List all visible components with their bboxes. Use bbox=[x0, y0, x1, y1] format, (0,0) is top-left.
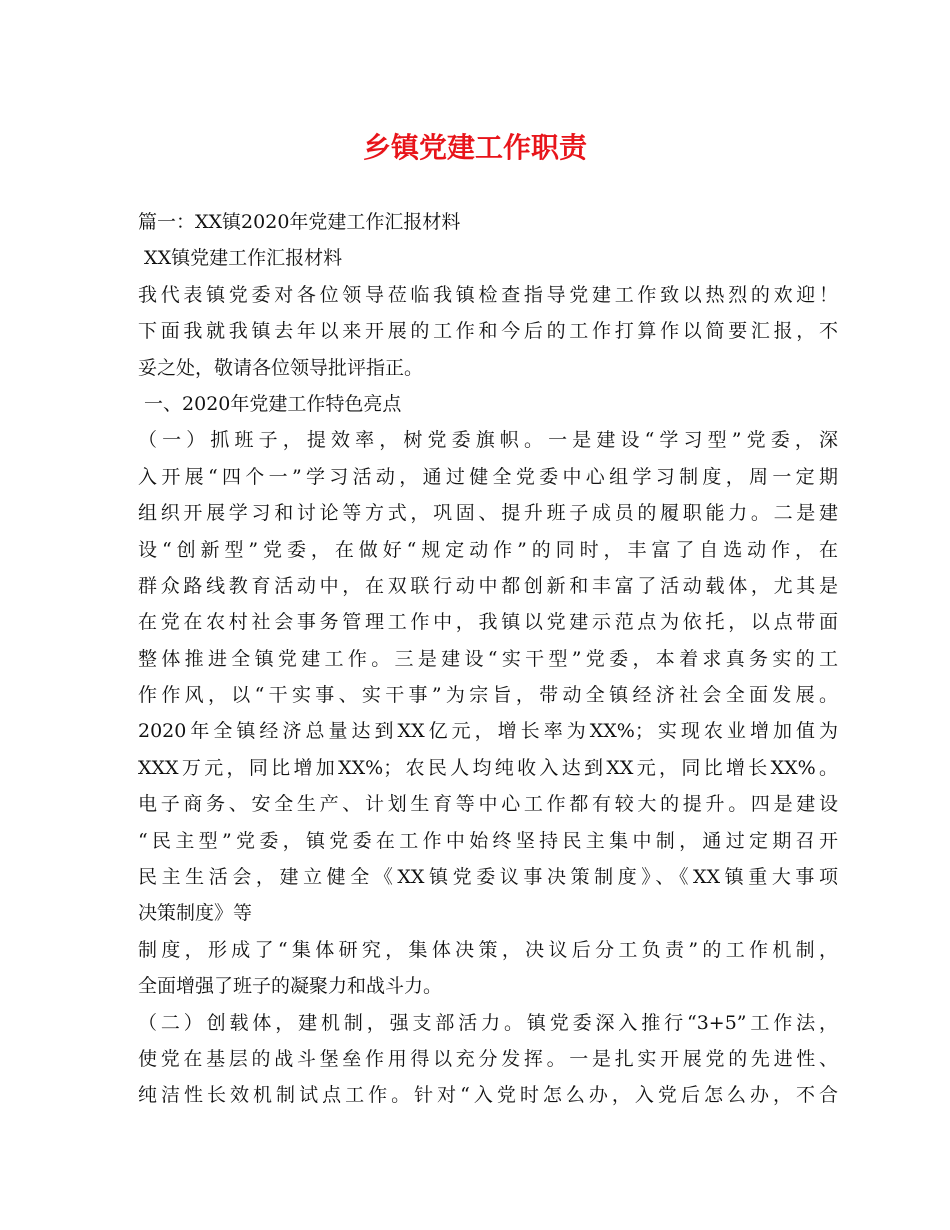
paragraph-line: 入开展“四个一”学习活动，通过健全党委中心组学习制度，周一定期 bbox=[138, 465, 838, 488]
paragraph-line: XXX万元，同比增加XX%；农民人均纯收入达到XX元，同比增长XX%。 bbox=[138, 756, 838, 779]
section-heading: 篇一：XX镇2020年党建工作汇报材料 bbox=[138, 211, 461, 233]
paragraph-line: 电子商务、安全生产、计划生育等中心工作都有较大的提升。四是建设 bbox=[138, 793, 838, 816]
paragraph-line: 群众路线教育活动中，在双联行动中都创新和丰富了活动载体，尤其是 bbox=[138, 574, 838, 597]
paragraph-line: 民主生活会，建立健全《XX镇党委议事决策制度》、《XX镇重大事项 bbox=[138, 866, 838, 889]
paragraph-line: 制度，形成了“集体研究，集体决策，决议后分工负责”的工作机制， bbox=[138, 938, 838, 961]
paragraph-line: 决策制度》等 bbox=[138, 902, 253, 925]
paragraph-line: 组织开展学习和讨论等方式，巩固、提升班子成员的履职能力。二是建 bbox=[138, 502, 838, 525]
paragraph-line: （二）创载体，建机制，强支部活力。镇党委深入推行“3+5”工作法， bbox=[138, 1011, 838, 1034]
document-body bbox=[138, 204, 838, 1114]
paragraph-line: 使党在基层的战斗堡垒作用得以充分发挥。一是扎实开展党的先进性、 bbox=[138, 1047, 838, 1070]
document-title: 乡镇党建工作职责 bbox=[362, 131, 587, 164]
paragraph-line: 设“创新型”党委，在做好“规定动作”的同时，丰富了自选动作，在 bbox=[138, 538, 838, 561]
paragraph-line: 2020年全镇经济总量达到XX亿元，增长率为XX%；实现农业增加值为 bbox=[138, 720, 838, 743]
paragraph-line: 作作风，以“干实事、实干事”为宗旨，带动全镇经济社会全面发展。 bbox=[138, 684, 838, 707]
paragraph-line: 全面增强了班子的凝聚力和战斗力。 bbox=[138, 975, 443, 998]
paragraph-line: 在党在农村社会事务管理工作中，我镇以党建示范点为依托，以点带面 bbox=[138, 611, 838, 634]
paragraph-line: 整体推进全镇党建工作。三是建设“实干型”党委，本着求真务实的工 bbox=[138, 647, 838, 670]
sub-heading: XX镇党建工作汇报材料 bbox=[138, 247, 343, 270]
paragraph-line: 纯洁性长效机制试点工作。针对“入党时怎么办，入党后怎么办，不合 bbox=[138, 1084, 838, 1107]
paragraph-line: 妥之处，敬请各位领导批评指正。 bbox=[138, 356, 424, 379]
paragraph-line: “民主型”党委，镇党委在工作中始终坚持民主集中制，通过定期召开 bbox=[138, 829, 838, 852]
paragraph-line: （一）抓班子，提效率，树党委旗帜。一是建设“学习型”党委，深 bbox=[138, 429, 838, 452]
section-heading: 一、2020年党建工作特色亮点 bbox=[138, 392, 402, 415]
paragraph-line: 下面我就我镇去年以来开展的工作和今后的工作打算作以简要汇报，不 bbox=[138, 320, 838, 343]
paragraph-line: 我代表镇党委对各位领导莅临我镇检查指导党建工作致以热烈的欢迎！ bbox=[138, 283, 838, 306]
